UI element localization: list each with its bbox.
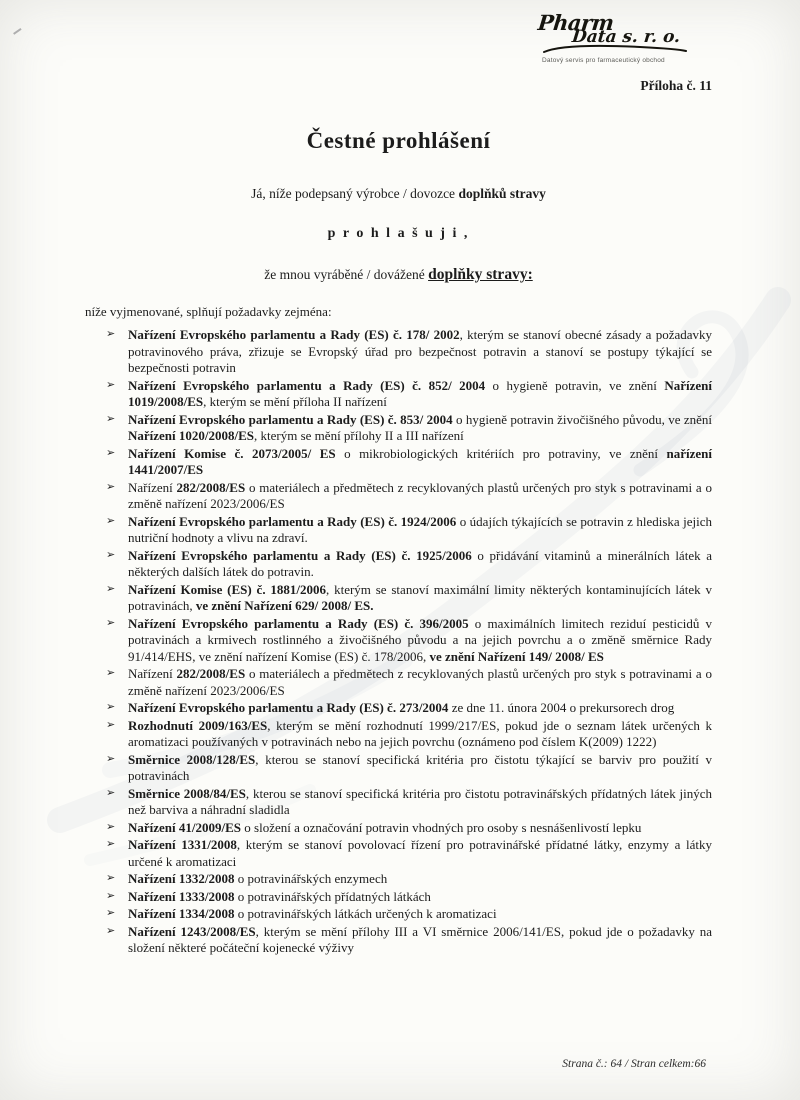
list-item-text: Nařízení 282/2008/ES o materiálech a předmětech z recyklovaných plastů určených pro styk s potravinami a o změně nařízení 2023/2006/ES [128,666,712,698]
list-item [105,820,712,837]
list-item-text: Nařízení 1243/2008/ES, kterým se mění přílohy III a VI směrnice 2006/141/ES, pokud jde o požadavky na složení některé počáteční kojenecké výživy [128,923,713,955]
arrow-bullet-icon: ➢ [106,889,116,902]
list-item [105,480,712,513]
list-item [105,700,712,717]
arrow-bullet-icon: ➢ [106,378,116,391]
list-item-text: Nařízení Evropského parlamentu a Rady (ES) č. 178/ 2002, kterým se stanoví obecné zásady a požadavky potravinového práva, zřizuje se Evropský úřad pro bezpečnost potravin a stanoví se postupy týkající se bezpečnosti potravin [128,327,713,375]
arrow-bullet-icon: ➢ [106,838,116,850]
page-footer: Strana č.: 64 / Stran celkem:66 [562,1058,706,1070]
list-item-text: Nařízení 1331/2008, kterým se stanoví povolovací řízení pro potravinářské přídatné látky, enzymy a látky určené k aromatizaci [128,837,712,869]
logo-brand-bottom: Data s. r. o. [570,27,682,47]
list-item-text: Nařízení 1334/2008 o potravinářských látkách určených k aromatizaci [128,906,497,921]
list-item [105,582,712,615]
list-item [105,548,712,581]
list-item [105,412,712,445]
list-item-text: Nařízení Evropského parlamentu a Rady (ES) č. 1924/2006 o údajích týkajících se potravin z hlediska jejich nutriční hodnoty a vlivu na zdraví. [128,513,712,545]
regulation-list [105,327,712,957]
intro-line-2-text: že mnou vyráběné / dovážené [264,267,429,282]
intro-line-2 [85,266,712,284]
list-item [105,889,712,906]
list-item-text: Nařízení 1332/2008 o potravinářských enzymech [128,871,388,886]
list-item-text: Nařízení Komise č. 2073/2005/ ES o mikrobiologických kritériích pro potraviny, ve znění nařízení 1441/2007/ES [128,445,712,477]
list-item [105,514,712,547]
list-item [105,752,712,785]
list-item [105,906,712,923]
list-item-text: Směrnice 2008/84/ES, kterou se stanoví specifická kritéria pro čistotu potravinářských přídatných látek jiných než barviva a náhradní sladidla [128,785,712,817]
arrow-bullet-icon: ➢ [106,480,116,493]
list-item [105,616,712,666]
arrow-bullet-icon: ➢ [106,328,116,340]
arrow-bullet-icon: ➢ [106,616,116,629]
arrow-bullet-icon: ➢ [106,907,116,919]
declaration-word: p r o h l a š u j i , [327,226,470,241]
arrow-bullet-icon: ➢ [106,548,116,561]
arrow-bullet-icon: ➢ [106,786,116,799]
arrow-bullet-icon: ➢ [106,752,116,765]
arrow-bullet-icon: ➢ [106,924,116,937]
page-title: Čestné prohlášení [306,128,491,153]
attachment-label: Příloha č. 11 [640,78,712,93]
arrow-bullet-icon: ➢ [106,718,116,731]
lead-line: níže vyjmenované, splňují požadavky zejména: [85,304,332,319]
logo-tagline: Datový servis pro farmaceutický obchod [542,57,665,64]
intro-line-1-bold: doplňků stravy [458,186,546,201]
list-item-text: Rozhodnutí 2009/163/ES, kterým se mění rozhodnutí 1999/217/ES, pokud jde o seznam látek určených k aromatizaci používaných v potravinách nebo na jejich povrchu (oznámeno pod číslem K(2009) 1222) [128,717,712,749]
list-item [105,871,712,888]
intro-line-1-text: Já, níže podepsaný výrobce / dovozce [251,186,459,201]
arrow-bullet-icon: ➢ [106,412,116,425]
arrow-bullet-icon: ➢ [106,872,116,884]
list-item-text: Nařízení 282/2008/ES o materiálech a předmětech z recyklovaných plastů určených pro styk s potravinami a o změně nařízení 2023/2006/ES [128,479,712,511]
list-item-text: Nařízení Evropského parlamentu a Rady (ES) č. 1925/2006 o přidávání vitaminů a minerálních látek a některých dalších látek do potravin. [128,547,713,579]
list-item [105,837,712,870]
list-item-text: Nařízení 41/2009/ES o složení a označování potravin vhodných pro osoby s nesnášenlivostí lepku [128,819,642,835]
arrow-bullet-icon: ➢ [106,701,116,713]
list-item [105,446,712,479]
list-item [105,786,712,819]
intro-line-2-bold: doplňky stravy: [428,266,533,283]
list-item [105,327,712,377]
arrow-bullet-icon: ➢ [106,582,116,595]
list-item-text: Nařízení Evropského parlamentu a Rady (ES) č. 852/ 2004 o hygieně potravin, ve znění Nařízení 1019/2008/ES, kterým se mění příloha II nařízení [128,377,712,409]
list-item [105,378,712,411]
arrow-bullet-icon: ➢ [106,446,116,459]
arrow-bullet-icon: ➢ [106,667,116,679]
arrow-bullet-icon: ➢ [106,820,116,833]
list-item-text: Nařízení 1333/2008 o potravinářských přídatných látkách [128,888,431,904]
list-item-text: Nařízení Evropského parlamentu a Rady (ES) č. 396/2005 o maximálních limitech reziduí pesticidů v potravinách a krmivech rostlinného a živočišného původu a na jejich povrchu a o změně směrnice Rady 91/414/EHS, ve znění nařízení Komise (ES) č. 178/2006, ve znění Nařízení 149/ 2008/ ES [128,615,713,664]
arrow-bullet-icon: ➢ [106,514,116,527]
list-item [105,666,712,699]
list-item-text: Nařízení Evropského parlamentu a Rady (ES) č. 273/2004 ze dne 11. února 2004 o prekursorech drog [128,700,675,715]
list-item [105,718,712,751]
list-item-text: Směrnice 2008/128/ES, kterou se stanoví specifická kritéria pro čistotu týkající se barviv pro použití v potravinách [128,751,712,783]
intro-line-1 [85,186,712,202]
list-item [105,924,712,957]
list-item-text: Nařízení Evropského parlamentu a Rady (ES) č. 853/ 2004 o hygieně potravin živočišného původu, ve znění Nařízení 1020/2008/ES, kterým se mění přílohy II a III nařízení [128,411,712,443]
logo-brand-top: Pharm [536,10,615,35]
list-item-text: Nařízení Komise (ES) č. 1881/2006, kterým se stanoví maximální limity některých kontaminujících látek v potravinách, ve znění Nařízení 629/ 2008/ ES. [128,581,713,613]
